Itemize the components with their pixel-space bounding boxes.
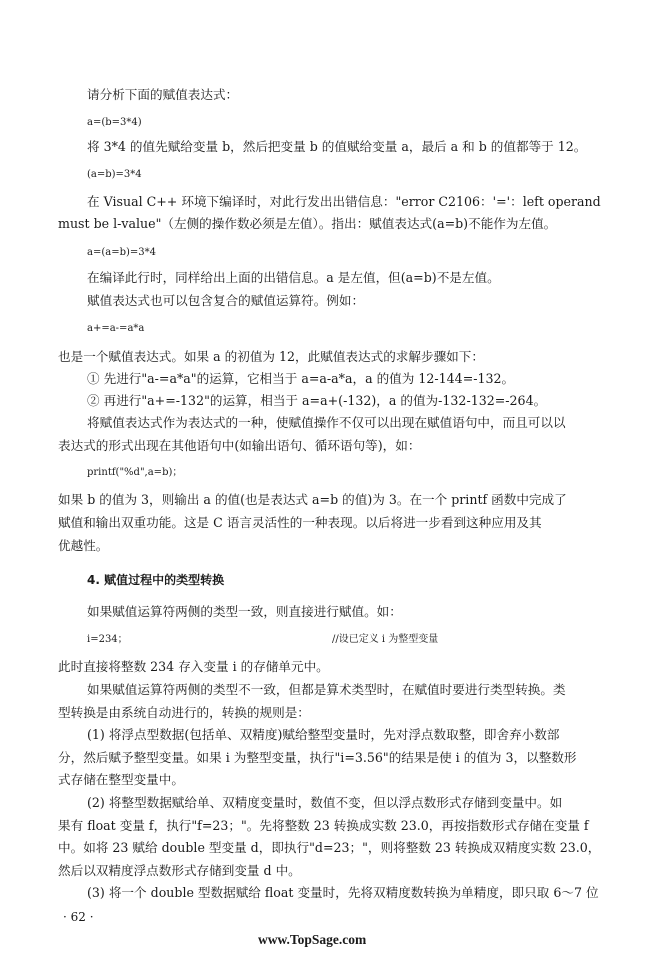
text-line: 如果赋值运算符两侧的类型不一致，但都是算术类型时，在赋值时要进行类型转换。类 bbox=[87, 682, 566, 697]
text-line: 请分析下面的赋值表达式： bbox=[87, 87, 239, 102]
page-number: · 62 · bbox=[63, 910, 94, 924]
text-line: 如果 b 的值为 3，则输出 a 的值(也是表达式 a=b 的值)为 3。在一个 printf 函数中完成了 bbox=[58, 492, 567, 507]
text-line: (2) 将整型数据赋给单、双精度变量时，数值不变，但以浮点数形式存储到变量中。如 bbox=[87, 795, 563, 810]
code-line: printf("%d",a=b)； bbox=[87, 467, 183, 478]
code-line: (a=b)=3*4 bbox=[87, 169, 142, 180]
text-line: 将 3*4 的值先赋给变量 b，然后把变量 b 的值赋给变量 a，最后 a 和 b 的值都等于 12。 bbox=[87, 139, 587, 154]
text-line: 分，然后赋予整型变量。如果 i 为整型变量，执行"i=3.56"的结果是使 i 的值为 3，以整数形 bbox=[58, 750, 577, 765]
text-line: 然后以双精度浮点数形式存储到变量 d 中。 bbox=[58, 863, 301, 878]
text-line: 果有 float 变量 f，执行"f=23；"。先将整数 23 转换成实数 23.0，再按指数形式存储在变量 f bbox=[58, 818, 589, 833]
code-line: a=(a=b)=3*4 bbox=[87, 247, 156, 258]
text-line: 赋值表达式也可以包含复合的赋值运算符。例如： bbox=[87, 293, 365, 308]
code-comment: //设已定义 i 为整型变量 bbox=[332, 634, 439, 645]
text-line: 中。如将 23 赋给 double 型变量 d，即执行"d=23；"，则将整数 23 转换成双精度实数 23.0， bbox=[58, 840, 601, 855]
text-line: 如果赋值运算符两侧的类型一致，则直接进行赋值。如： bbox=[87, 604, 402, 619]
text-line: 赋值和输出双重功能。这是 C 语言灵活性的一种表现。以后将进一步看到这种应用及其 bbox=[58, 515, 542, 530]
website-footer: www.TopSage.com bbox=[258, 932, 367, 947]
text-line: 式存储在整型变量中。 bbox=[58, 772, 184, 787]
text-line: ② 再进行"a+=-132"的运算，相当于 a=a+(-132)，a 的值为-132-132=-264。 bbox=[87, 393, 547, 408]
text-line: 将赋值表达式作为表达式的一种，使赋值操作不仅可以出现在赋值语句中，而且可以以 bbox=[87, 415, 566, 430]
code-line: a+=a-=a*a bbox=[87, 323, 145, 334]
text-line: 在编译此行时，同样给出上面的出错信息。a 是左值，但(a=b)不是左值。 bbox=[87, 270, 500, 285]
code-line: i=234； bbox=[87, 634, 128, 645]
text-line: (3) 将一个 double 型数据赋给 float 变量时，先将双精度数转换为单精度，即只取 6～7 位 bbox=[87, 885, 599, 900]
text-line: 型转换是由系统自动进行的，转换的规则是： bbox=[58, 705, 310, 720]
text-line: 优越性。 bbox=[58, 538, 109, 553]
text-line: 表达式的形式出现在其他语句中(如输出语句、循环语句等)，如： bbox=[58, 438, 421, 453]
text-line: must be l-value"（左侧的操作数必须是左值）。指出：赋值表达式(a=b)不能作为左值。 bbox=[58, 216, 557, 231]
section-heading: 4. 赋值过程中的类型转换 bbox=[87, 573, 225, 587]
text-line: 也是一个赋值表达式。如果 a 的初值为 12，此赋值表达式的求解步骤如下： bbox=[58, 349, 484, 364]
text-line: 在 Visual C++ 环境下编译时，对此行发出出错信息："error C2106：'='：left operand bbox=[87, 194, 601, 209]
code-line: a=(b=3*4) bbox=[87, 117, 142, 128]
text-line: 此时直接将整数 234 存入变量 i 的存储单元中。 bbox=[58, 659, 329, 674]
text-line: ① 先进行"a-=a*a"的运算，它相当于 a=a-a*a，a 的值为 12-144=-132。 bbox=[87, 371, 515, 386]
text-line: (1) 将浮点型数据(包括单、双精度)赋给整型变量时，先对浮点数取整，即舍弃小数部 bbox=[87, 727, 560, 742]
